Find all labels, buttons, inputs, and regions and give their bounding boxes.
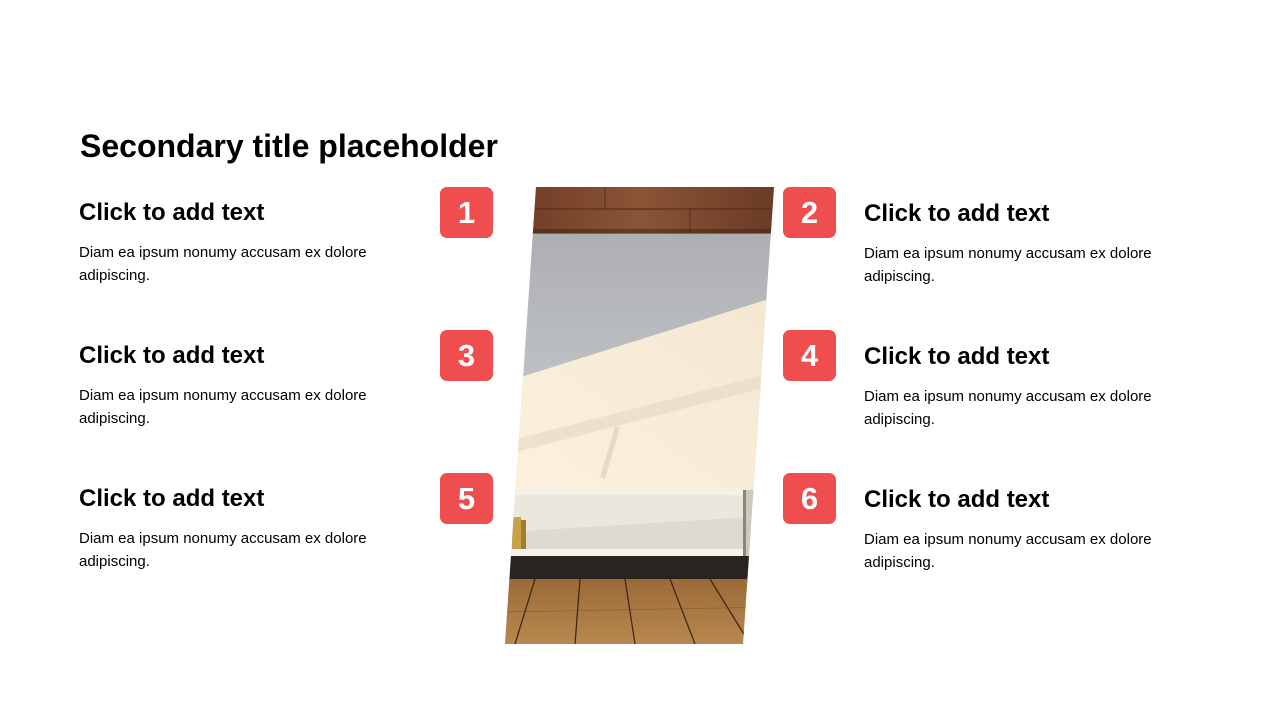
text-block-body[interactable]: Diam ea ipsum nonumy accusam ex dolore adipiscing. [79, 244, 367, 284]
text-block-6[interactable] [864, 485, 1184, 574]
text-block-body[interactable]: Diam ea ipsum nonumy accusam ex dolore adipiscing. [864, 531, 1152, 571]
text-block-heading[interactable]: Click to add text [864, 200, 1050, 227]
text-block-body[interactable]: Diam ea ipsum nonumy accusam ex dolore adipiscing. [79, 530, 367, 570]
text-block-3[interactable] [79, 341, 399, 430]
number-badge-3: 3 [440, 330, 493, 381]
text-block-body[interactable]: Diam ea ipsum nonumy accusam ex dolore adipiscing. [864, 245, 1152, 285]
text-block-heading[interactable]: Click to add text [79, 485, 265, 512]
text-block-heading[interactable]: Click to add text [864, 486, 1050, 513]
number-badge-6: 6 [783, 473, 836, 524]
slide-title[interactable]: Secondary title placeholder [80, 128, 498, 164]
text-block-body[interactable]: Diam ea ipsum nonumy accusam ex dolore adipiscing. [79, 387, 367, 427]
number-badge-5: 5 [440, 473, 493, 524]
text-block-5[interactable] [79, 484, 399, 573]
text-block-heading[interactable]: Click to add text [864, 343, 1050, 370]
interior-photo[interactable] [505, 187, 775, 644]
text-block-body[interactable]: Diam ea ipsum nonumy accusam ex dolore adipiscing. [864, 388, 1152, 428]
number-badge-4: 4 [783, 330, 836, 381]
number-badge-1: 1 [440, 187, 493, 238]
text-block-4[interactable] [864, 342, 1184, 431]
text-block-2[interactable] [864, 199, 1184, 288]
text-block-1[interactable] [79, 198, 399, 287]
number-badge-2: 2 [783, 187, 836, 238]
text-block-heading[interactable]: Click to add text [79, 342, 265, 369]
text-block-heading[interactable]: Click to add text [79, 199, 265, 226]
